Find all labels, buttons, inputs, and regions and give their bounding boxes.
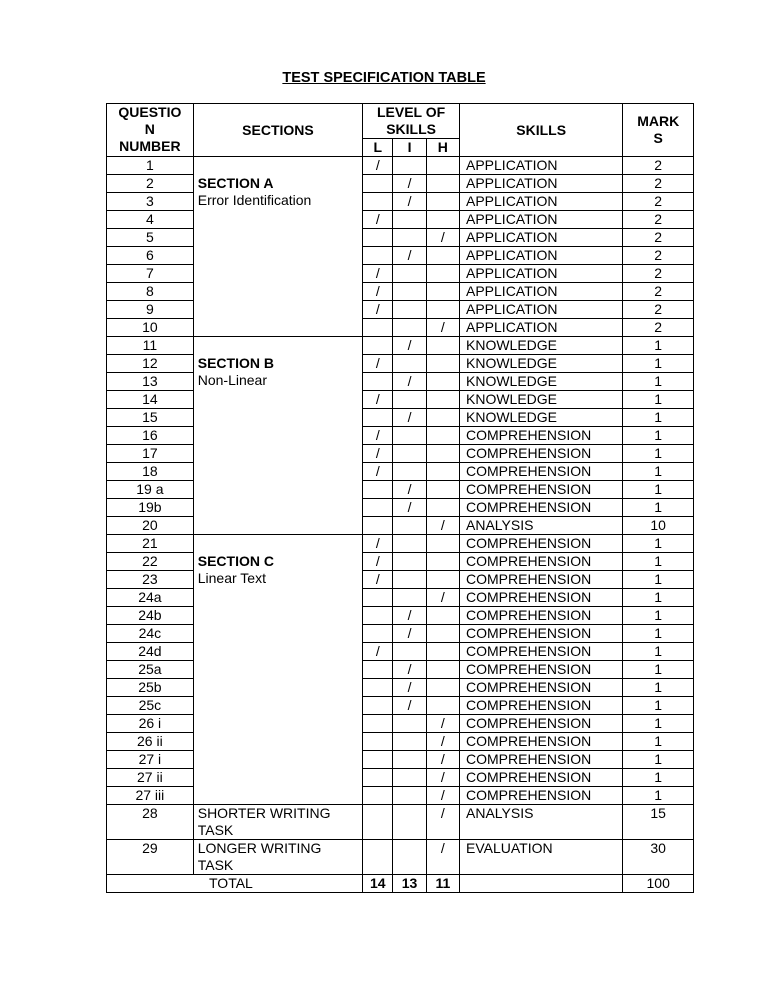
level-l-cell <box>363 733 393 751</box>
section-subtitle: Error Identification <box>197 192 312 208</box>
spec-table <box>106 103 694 893</box>
skill-cell: KNOWLEDGE <box>460 391 623 409</box>
level-i-cell <box>393 391 426 409</box>
header-row <box>107 104 694 139</box>
level-i-cell: / <box>393 697 426 715</box>
level-i-cell <box>393 517 426 535</box>
level-i-cell: / <box>393 481 426 499</box>
question-number-cell: 19b <box>107 499 194 517</box>
question-number-cell: 11 <box>107 337 194 355</box>
level-l-cell <box>363 373 393 391</box>
skill-cell: ANALYSIS <box>460 805 623 840</box>
level-h-cell <box>426 661 459 679</box>
level-l-cell <box>363 840 393 875</box>
skill-cell: KNOWLEDGE <box>460 355 623 373</box>
marks-cell: 1 <box>623 409 694 427</box>
section-cell <box>193 805 362 840</box>
question-number-cell: 25a <box>107 661 194 679</box>
skills-header: SKILLS <box>460 104 623 157</box>
section-cell <box>193 337 362 535</box>
section-subtitle: Linear Text <box>197 570 266 586</box>
level-h-cell <box>426 337 459 355</box>
skill-cell: APPLICATION <box>460 319 623 337</box>
level-i-cell: / <box>393 193 426 211</box>
level-h-cell <box>426 211 459 229</box>
level-h-cell <box>426 301 459 319</box>
level-h-cell <box>426 535 459 553</box>
marks-cell: 1 <box>623 427 694 445</box>
level-h-cell <box>426 625 459 643</box>
level-l-cell: / <box>363 265 393 283</box>
marks-cell: 1 <box>623 337 694 355</box>
skill-cell: KNOWLEDGE <box>460 373 623 391</box>
sections-header: SECTIONS <box>193 104 362 157</box>
level-h-cell <box>426 481 459 499</box>
level-l-cell <box>363 499 393 517</box>
level-h-cell <box>426 409 459 427</box>
section-label-line1: LONGER WRITING <box>197 840 322 856</box>
skill-cell: APPLICATION <box>460 265 623 283</box>
level-l-cell <box>363 589 393 607</box>
marks-cell: 1 <box>623 787 694 805</box>
level-i-cell <box>393 211 426 229</box>
marks-cell: 1 <box>623 733 694 751</box>
level-l-cell <box>363 697 393 715</box>
skill-cell: COMPREHENSION <box>460 607 623 625</box>
question-number-cell: 8 <box>107 283 194 301</box>
marks-cell: 2 <box>623 247 694 265</box>
section-label-line2: TASK <box>197 857 234 873</box>
marks-cell: 1 <box>623 391 694 409</box>
skill-cell: COMPREHENSION <box>460 643 623 661</box>
skill-cell: KNOWLEDGE <box>460 409 623 427</box>
question-number-cell: 27 i <box>107 751 194 769</box>
level-i-cell: / <box>393 679 426 697</box>
skill-cell: APPLICATION <box>460 157 623 175</box>
level-of-skills-header: LEVEL OF SKILLS <box>363 104 460 139</box>
skill-cell: APPLICATION <box>460 247 623 265</box>
question-number-cell: 24b <box>107 607 194 625</box>
marks-cell: 10 <box>623 517 694 535</box>
marks-cell: 1 <box>623 373 694 391</box>
skill-cell: COMPREHENSION <box>460 715 623 733</box>
question-number-cell: 22 <box>107 553 194 571</box>
section-cell <box>193 157 362 337</box>
marks-cell: 1 <box>623 553 694 571</box>
level-i-cell <box>393 553 426 571</box>
marks-cell: 1 <box>623 589 694 607</box>
skill-cell: COMPREHENSION <box>460 571 623 589</box>
level-l-cell <box>363 805 393 840</box>
skill-cell: APPLICATION <box>460 301 623 319</box>
marks-cell: 2 <box>623 175 694 193</box>
skill-cell: COMPREHENSION <box>460 697 623 715</box>
level-l-cell <box>363 517 393 535</box>
question-number-cell: 26 ii <box>107 733 194 751</box>
level-i-cell <box>393 751 426 769</box>
level-l-cell <box>363 319 393 337</box>
level-i-cell <box>393 355 426 373</box>
marks-cell: 15 <box>623 805 694 840</box>
level-l-cell <box>363 751 393 769</box>
section-subtitle: Non-Linear <box>197 372 267 388</box>
level-l-cell <box>363 193 393 211</box>
question-number-cell: 20 <box>107 517 194 535</box>
page-title: TEST SPECIFICATION TABLE <box>282 70 486 86</box>
question-number-cell: 25b <box>107 679 194 697</box>
level-i-cell <box>393 715 426 733</box>
level-i-cell: / <box>393 247 426 265</box>
level-h-cell <box>426 391 459 409</box>
level-l-cell <box>363 247 393 265</box>
level-i-cell: / <box>393 409 426 427</box>
marks-cell: 2 <box>623 193 694 211</box>
level-i-header: I <box>393 139 426 157</box>
marks-cell: 2 <box>623 319 694 337</box>
marks-cell: 1 <box>623 445 694 463</box>
level-h-cell <box>426 247 459 265</box>
question-number-cell: 9 <box>107 301 194 319</box>
skill-cell: COMPREHENSION <box>460 661 623 679</box>
level-h-cell <box>426 607 459 625</box>
level-i-cell <box>393 463 426 481</box>
level-l-cell <box>363 769 393 787</box>
level-l-cell <box>363 715 393 733</box>
question-number-cell: 24a <box>107 589 194 607</box>
level-l-cell: / <box>363 391 393 409</box>
level-i-cell: / <box>393 499 426 517</box>
level-h-cell <box>426 445 459 463</box>
level-l-cell: / <box>363 445 393 463</box>
question-number-cell: 12 <box>107 355 194 373</box>
level-h-cell <box>426 571 459 589</box>
question-number-cell: 26 i <box>107 715 194 733</box>
total-l-cell: 14 <box>363 875 393 893</box>
total-skill-cell <box>460 875 623 893</box>
skill-cell: COMPREHENSION <box>460 787 623 805</box>
level-i-cell <box>393 445 426 463</box>
level-h-cell <box>426 697 459 715</box>
question-number-cell: 27 ii <box>107 769 194 787</box>
level-l-cell <box>363 607 393 625</box>
level-l-cell <box>363 481 393 499</box>
question-number-cell: 7 <box>107 265 194 283</box>
level-h-cell <box>426 427 459 445</box>
level-h-header: H <box>426 139 459 157</box>
level-l-cell <box>363 787 393 805</box>
level-i-cell <box>393 787 426 805</box>
question-number-cell: 21 <box>107 535 194 553</box>
question-number-cell: 16 <box>107 427 194 445</box>
section-title: SECTION B <box>197 355 274 371</box>
level-i-cell <box>393 427 426 445</box>
level-h-cell <box>426 157 459 175</box>
level-i-cell <box>393 840 426 875</box>
level-h-cell <box>426 265 459 283</box>
level-l-header: L <box>363 139 393 157</box>
level-l-cell <box>363 337 393 355</box>
marks-cell: 2 <box>623 229 694 247</box>
level-l-cell: / <box>363 553 393 571</box>
level-l-cell <box>363 229 393 247</box>
level-h-cell <box>426 373 459 391</box>
level-h-cell <box>426 193 459 211</box>
question-number-cell: 23 <box>107 571 194 589</box>
marks-cell: 1 <box>623 715 694 733</box>
question-number-cell: 5 <box>107 229 194 247</box>
level-i-cell <box>393 589 426 607</box>
skill-cell: APPLICATION <box>460 211 623 229</box>
marks-header: MARK S <box>623 104 694 157</box>
level-i-cell: / <box>393 661 426 679</box>
level-i-cell <box>393 229 426 247</box>
level-h-cell <box>426 643 459 661</box>
level-i-cell: / <box>393 373 426 391</box>
section-label-line2: TASK <box>197 822 234 838</box>
section-label-line1: SHORTER WRITING <box>197 805 331 821</box>
total-i-cell: 13 <box>393 875 426 893</box>
marks-cell: 2 <box>623 265 694 283</box>
marks-cell: 1 <box>623 481 694 499</box>
marks-cell: 30 <box>623 840 694 875</box>
level-i-cell <box>393 283 426 301</box>
skill-cell: COMPREHENSION <box>460 535 623 553</box>
question-number-cell: 27 iii <box>107 787 194 805</box>
level-i-cell <box>393 535 426 553</box>
skill-cell: COMPREHENSION <box>460 733 623 751</box>
level-h-cell: / <box>426 787 459 805</box>
question-number-cell: 1 <box>107 157 194 175</box>
section-cell <box>193 535 362 805</box>
marks-cell: 2 <box>623 211 694 229</box>
level-h-cell <box>426 283 459 301</box>
level-h-cell: / <box>426 517 459 535</box>
question-number-cell: 25c <box>107 697 194 715</box>
level-i-cell: / <box>393 175 426 193</box>
marks-cell: 1 <box>623 571 694 589</box>
skill-cell: COMPREHENSION <box>460 499 623 517</box>
skill-cell: KNOWLEDGE <box>460 337 623 355</box>
level-h-cell <box>426 463 459 481</box>
question-number-cell: 2 <box>107 175 194 193</box>
level-h-cell <box>426 355 459 373</box>
level-h-cell <box>426 679 459 697</box>
level-h-cell: / <box>426 229 459 247</box>
level-l-cell: / <box>363 283 393 301</box>
table-row-writing <box>107 805 694 840</box>
question-number-cell: 15 <box>107 409 194 427</box>
level-l-cell <box>363 661 393 679</box>
total-marks-cell: 100 <box>623 875 694 893</box>
level-i-cell: / <box>393 607 426 625</box>
skill-cell: APPLICATION <box>460 283 623 301</box>
question-number-header: QUESTIO N NUMBER <box>107 104 194 157</box>
marks-cell: 1 <box>623 697 694 715</box>
table-row <box>107 157 694 175</box>
section-title: SECTION C <box>197 553 274 569</box>
level-i-cell <box>393 571 426 589</box>
level-h-cell <box>426 499 459 517</box>
skill-cell: APPLICATION <box>460 193 623 211</box>
level-l-cell: / <box>363 355 393 373</box>
level-l-cell <box>363 625 393 643</box>
level-l-cell <box>363 409 393 427</box>
level-i-cell <box>393 157 426 175</box>
marks-cell: 1 <box>623 679 694 697</box>
level-i-cell <box>393 301 426 319</box>
level-h-cell: / <box>426 840 459 875</box>
level-i-cell: / <box>393 337 426 355</box>
section-title: SECTION A <box>197 175 274 191</box>
marks-cell: 1 <box>623 643 694 661</box>
marks-cell: 1 <box>623 661 694 679</box>
skill-cell: COMPREHENSION <box>460 463 623 481</box>
level-i-cell <box>393 769 426 787</box>
marks-cell: 2 <box>623 283 694 301</box>
question-number-cell: 6 <box>107 247 194 265</box>
marks-cell: 1 <box>623 499 694 517</box>
marks-cell: 2 <box>623 157 694 175</box>
level-h-cell: / <box>426 589 459 607</box>
level-h-cell: / <box>426 805 459 840</box>
table-row <box>107 337 694 355</box>
table-row-writing <box>107 840 694 875</box>
total-label: TOTAL <box>107 875 363 893</box>
level-l-cell: / <box>363 211 393 229</box>
question-number-cell: 3 <box>107 193 194 211</box>
question-number-cell: 28 <box>107 805 194 840</box>
level-l-cell: / <box>363 427 393 445</box>
question-number-cell: 17 <box>107 445 194 463</box>
question-number-cell: 4 <box>107 211 194 229</box>
level-h-cell <box>426 553 459 571</box>
level-i-cell <box>393 643 426 661</box>
level-l-cell <box>363 175 393 193</box>
skill-cell: APPLICATION <box>460 229 623 247</box>
skill-cell: APPLICATION <box>460 175 623 193</box>
level-h-cell: / <box>426 769 459 787</box>
table-row <box>107 535 694 553</box>
total-row <box>107 875 694 893</box>
section-cell <box>193 840 362 875</box>
level-i-cell <box>393 319 426 337</box>
skill-cell: COMPREHENSION <box>460 427 623 445</box>
marks-cell: 1 <box>623 751 694 769</box>
level-i-cell <box>393 733 426 751</box>
skill-cell: COMPREHENSION <box>460 481 623 499</box>
question-number-cell: 24c <box>107 625 194 643</box>
question-number-cell: 29 <box>107 840 194 875</box>
question-number-cell: 10 <box>107 319 194 337</box>
skill-cell: COMPREHENSION <box>460 751 623 769</box>
level-h-cell: / <box>426 751 459 769</box>
skill-cell: EVALUATION <box>460 840 623 875</box>
total-h-cell: 11 <box>426 875 459 893</box>
level-l-cell: / <box>363 463 393 481</box>
level-l-cell: / <box>363 535 393 553</box>
skill-cell: COMPREHENSION <box>460 679 623 697</box>
skill-cell: COMPREHENSION <box>460 625 623 643</box>
marks-cell: 1 <box>623 607 694 625</box>
level-i-cell <box>393 265 426 283</box>
question-number-cell: 14 <box>107 391 194 409</box>
marks-cell: 2 <box>623 301 694 319</box>
level-h-cell: / <box>426 715 459 733</box>
level-h-cell: / <box>426 733 459 751</box>
marks-cell: 1 <box>623 535 694 553</box>
level-l-cell: / <box>363 157 393 175</box>
marks-cell: 1 <box>623 769 694 787</box>
question-number-cell: 13 <box>107 373 194 391</box>
question-number-cell: 18 <box>107 463 194 481</box>
level-l-cell: / <box>363 643 393 661</box>
marks-cell: 1 <box>623 625 694 643</box>
level-l-cell: / <box>363 571 393 589</box>
question-number-cell: 24d <box>107 643 194 661</box>
level-h-cell: / <box>426 319 459 337</box>
skill-cell: COMPREHENSION <box>460 553 623 571</box>
level-i-cell: / <box>393 625 426 643</box>
question-number-cell: 19 a <box>107 481 194 499</box>
skill-cell: COMPREHENSION <box>460 445 623 463</box>
skill-cell: ANALYSIS <box>460 517 623 535</box>
level-l-cell: / <box>363 301 393 319</box>
level-i-cell <box>393 805 426 840</box>
level-h-cell <box>426 175 459 193</box>
marks-cell: 1 <box>623 463 694 481</box>
marks-cell: 1 <box>623 355 694 373</box>
skill-cell: COMPREHENSION <box>460 589 623 607</box>
skill-cell: COMPREHENSION <box>460 769 623 787</box>
level-l-cell <box>363 679 393 697</box>
